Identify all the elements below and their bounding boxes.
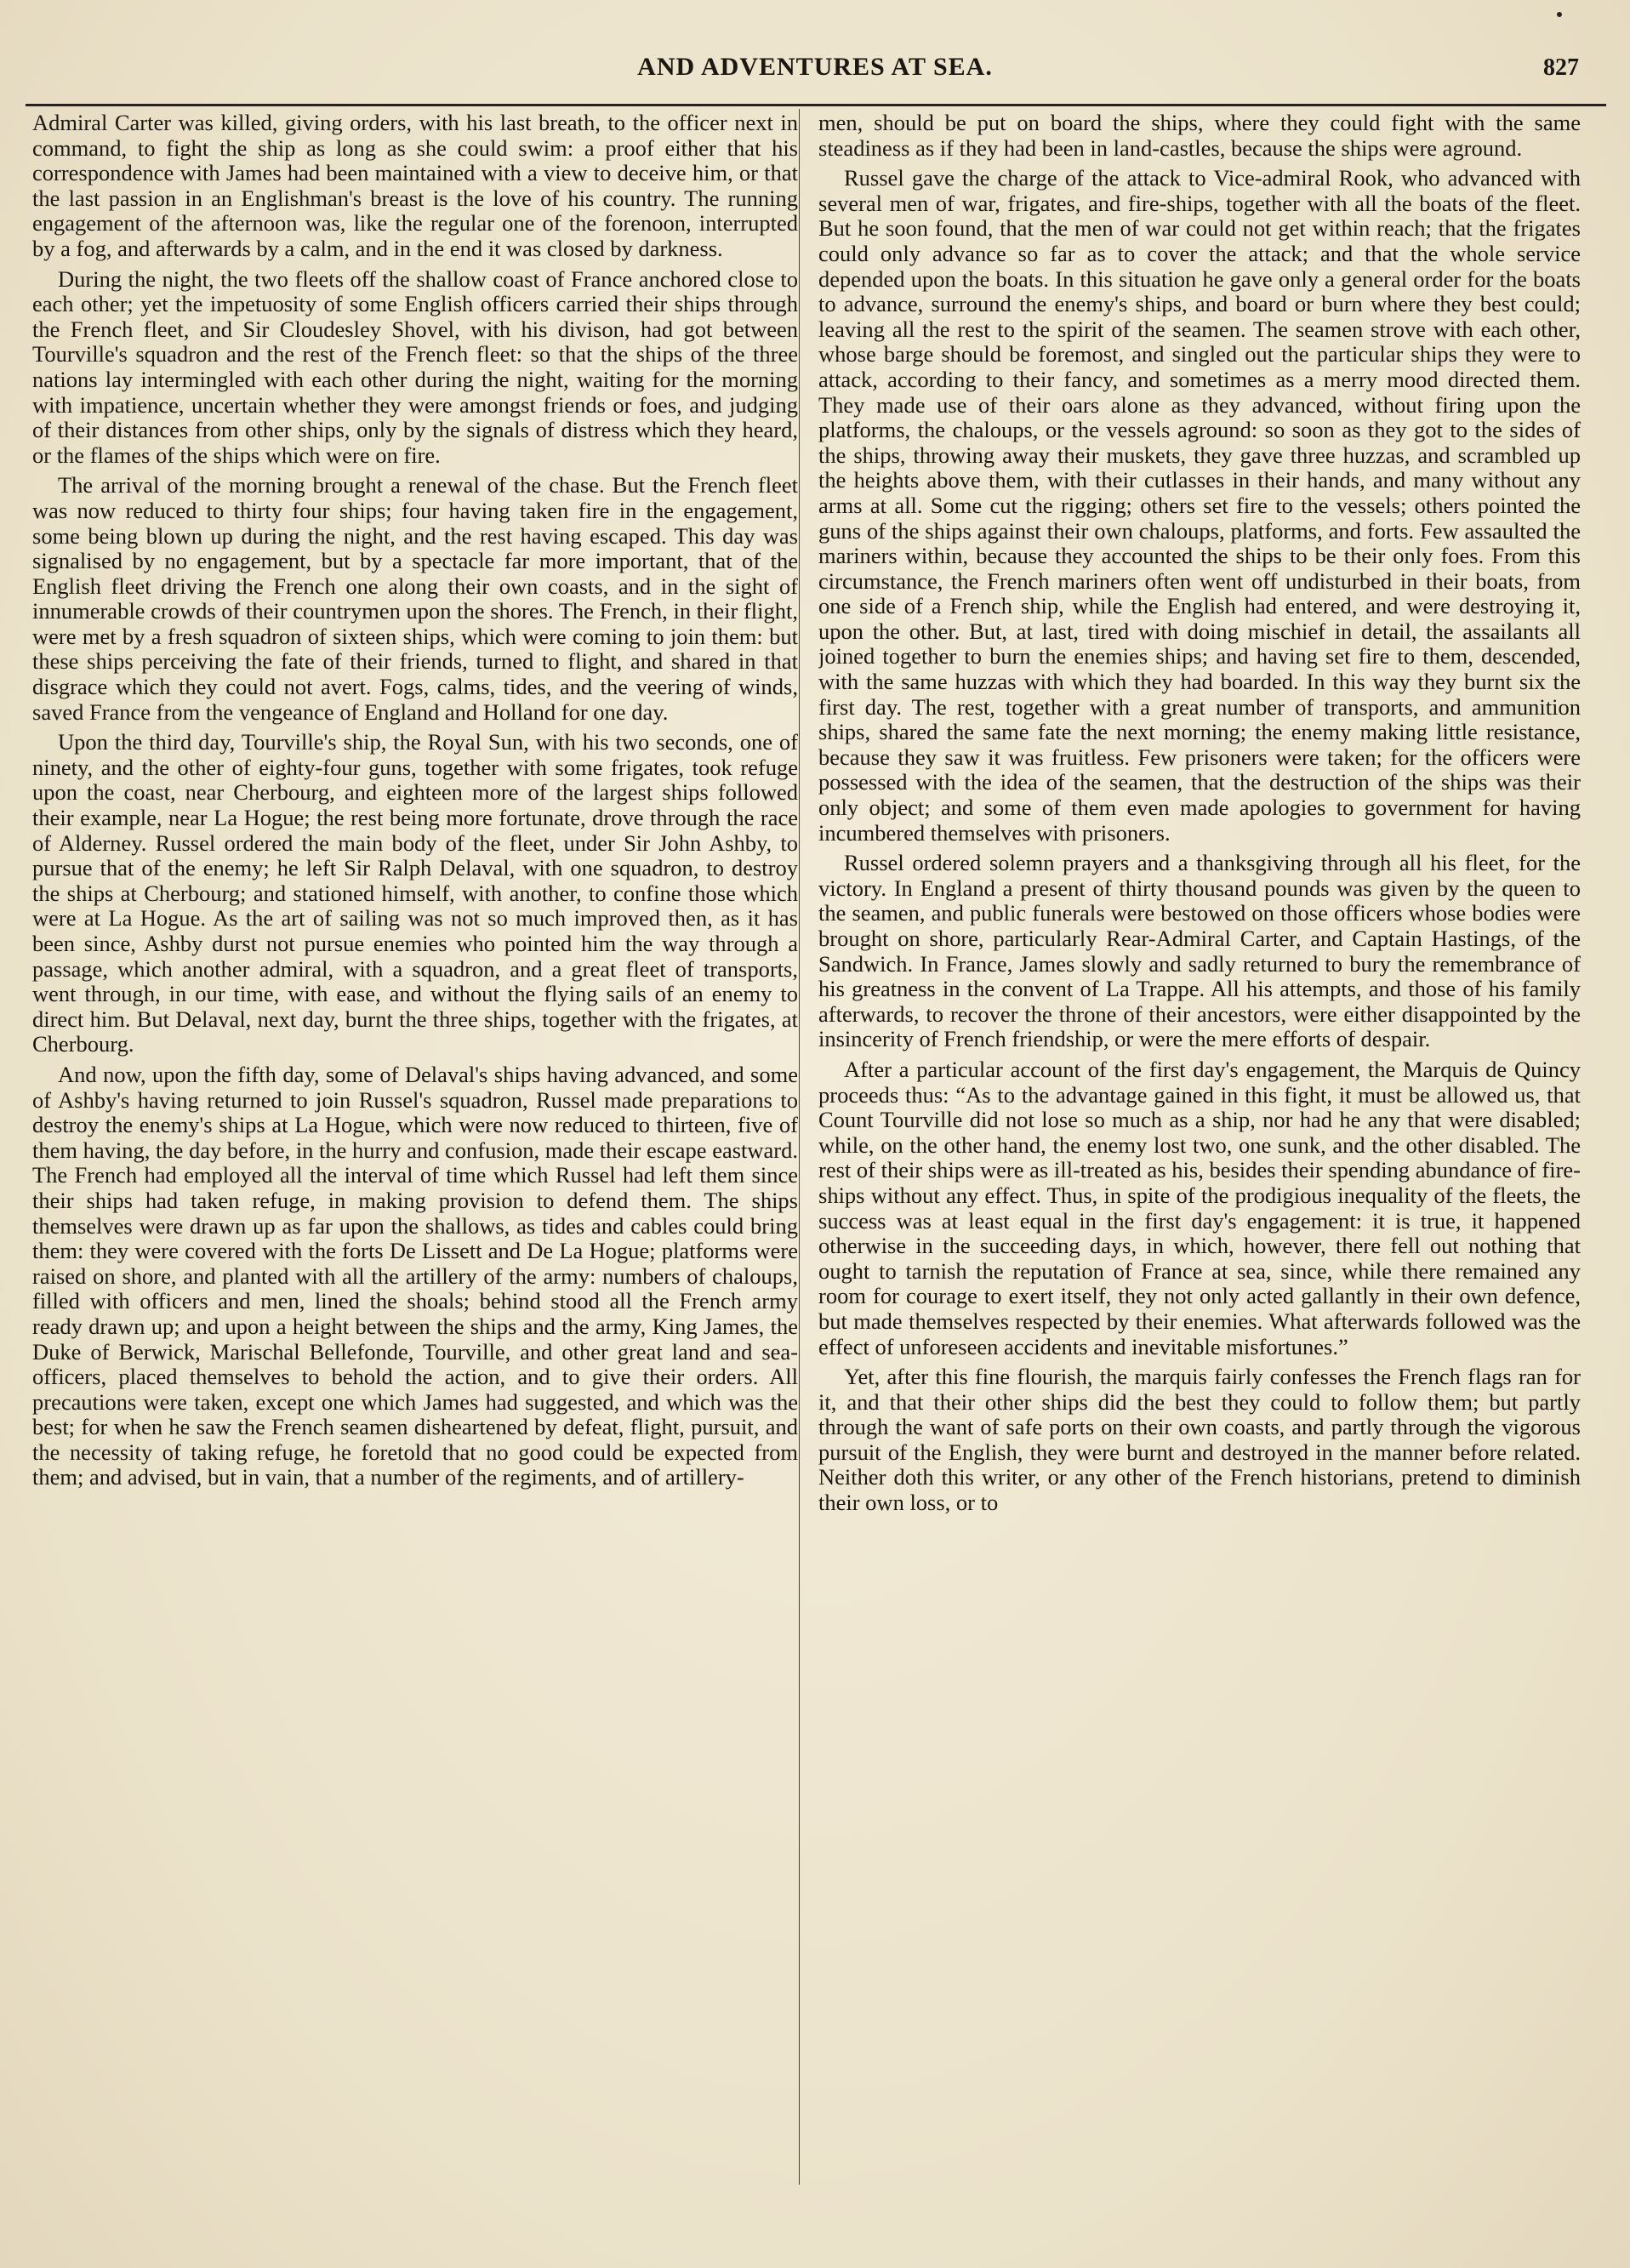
paragraph: Admiral Carter was killed, giving orders, with his last breath, to the officer next in command, to fight the ship as long as she could swim: a proof either that his correspondence with James had been maintained with a view to deceive him, or that the last passion in an Englishman's breast is the love of his country. The running engagement of the afternoon was, like the regular one of the forenoon, interrupted by a fog, and afterwards by a calm, and in the end it was closed by darkness.	[32, 111, 798, 261]
left-column	[32, 111, 798, 2178]
paragraph: After a particular account of the first day's engagement, the Marquis de Quincy proceeds thus: “As to the advantage gained in this fight, it must be allowed us, that Count Tourville did not lose so much as a ship, nor had he any that were disabled; while, on the other hand, the enemy lost two, one sunk, and the other disabled. The rest of their ships were as ill-treated as his, besides their spending abundance of fire-ships without any effect. Thus, in spite of the prodigious inequality of the fleets, the success was at least equal in the first day's engagement: it is true, it happened otherwise in the succeeding days, in which, however, there fell out nothing that ought to tarnish the reputation of France at sea, since, while there remained any room for courage to exert itself, they not only acted gallantly in their own defence, but made themselves respected by their enemies. What afterwards followed was the effect of unforeseen accidents and inevitable misfortunes.”	[818, 1056, 1581, 1359]
header-rule	[26, 104, 1606, 106]
paragraph: Upon the third day, Tourville's ship, the Royal Sun, with his two seconds, one of ninety, and the other of eighty-four guns, together with some frigates, took refuge upon the coast, near Cherbourg, and eighteen more of the largest ships followed their example, near La Hogue; the rest being more fortunate, drove through the race of Alderney. Russel ordered the main body of the fleet, under Sir John Ashby, to pursue that of the enemy; he left Sir Ralph Delaval, with one squadron, to destroy the ships at Cherbourg; and stationed himself, with another, to confine those which were at La Hogue. As the art of sailing was not so much improved then, as it has been since, Ashby durst not pursue enemies who pointed him the way through a passage, which another admiral, with a squadron, and a great fleet of transports, went through, in our time, with ease, and without the flying sails of an enemy to direct him. But Delaval, next day, burnt the three ships, together with the frigates, at Cherbourg.	[32, 729, 798, 1057]
printer-mark	[1557, 12, 1562, 17]
paragraph: Russel gave the charge of the attack to Vice-admiral Rook, who advanced with several men of war, frigates, and fire-ships, together with all the boats of the fleet. But he soon found, that the men of war could not get within reach; that the frigates could only advance so far as to cover the attack; and that the whole service depended upon the boats. In this situation he gave only a general order for the boats to advance, surround the enemy's ships, and board or burn where they best could; leaving all the rest to the spirit of the seamen. The seamen strove with each other, whose barge should be foremost, and singled out the particular ships they were to attack, according to their fancy, and sometimes as a merry mood directed them. They made use of their oars alone as they advanced, without firing upon the platforms, the chaloups, or the vessels aground: so soon as they got to the sides of the ships, throwing away their muskets, they gave three huzzas, and scrambled up the heights above them, with their cutlasses in their hands, and many without any arms at all. Some cut the rigging; others set fire to the vessels; others pointed the guns of the ships against their own chaloups, platforms, and forts. Few assaulted the mariners within, because they accounted the ships to be their only foes. From this circumstance, the French mariners often went off undisturbed in their boats, from one side of a French ship, while the English had entered, and were destroying it, upon the other. But, at last, tired with doing mischief in detail, the assailants all joined together to burn the enemies ships; and having set fire to them, descended, with the same huzzas with which they had boarded. In this way they burnt six the first day. The rest, together with a great number of transports, and ammunition ships, shared the same fate the next morning; the enemy making little resistance, because they saw it was fruitless. Few prisoners were taken; for the officers were possessed with the idea of the seamen, that the destruction of the ships was their only object; and some of them even made apologies to government for having incumbered themselves with prisoners.	[818, 165, 1581, 846]
paragraph: men, should be put on board the ships, where they could fight with the same steadiness as if they had been in land-castles, because the ships were aground.	[818, 111, 1581, 161]
paragraph: And now, upon the fifth day, some of Delaval's ships having advanced, and some of Ashby's having returned to join Russel's squadron, Russel made preparations to destroy the enemy's ships at La Hogue, which were now reduced to thirteen, five of them having, the day before, in the hurry and confusion, made their escape eastward. The French had employed all the interval of time which Russel had left them since their ships had taken refuge, in making provision to defend them. The ships themselves were drawn up as far upon the shallows, as tides and cables could bring them: they were covered with the forts De Lissett and De La Hogue; platforms were raised on shore, and planted with all the artillery of the army: numbers of chaloups, filled with officers and men, lined the shoals; behind stood all the French army ready drawn up; and upon a height between the ships and the army, King James, the Duke of Berwick, Marischal Bellefonde, Tourville, and other great land and sea-officers, placed themselves to behold the action, and to give their orders. All precautions were taken, except one which James had suggested, and which was the best; for when he saw the French seamen disheartened by defeat, flight, pursuit, and the necessity of taking refuge, he foretold that no good could be expected from them; and advised, but in vain, that a number of the regiments, and of artillery-	[32, 1061, 798, 1490]
paragraph: Russel ordered solemn prayers and a thanksgiving through all his fleet, for the victory. In England a present of thirty thousand pounds was given by the queen to the seamen, and public funerals were bestowed on those officers whose bodies were brought on shore, particularly Rear-Admiral Carter, and Captain Hastings, of the Sandwich. In France, James slowly and sadly returned to bury the remembrance of his greatness in the convent of La Trappe. All his attempts, and those of his family afterwards, to recover the throne of their ancestors, were either disappointed by the insincerity of French friendship, or were the mere efforts of despair.	[818, 850, 1581, 1052]
right-column	[818, 111, 1581, 2178]
paragraph: During the night, the two fleets off the shallow coast of France anchored close to each other; yet the impetuosity of some English officers carried their ships through the French fleet, and Sir Cloudesley Shovel, with his divison, had got between Tourville's squadron and the rest of the French fleet: so that the ships of the three nations lay intermingled with each other during the night, waiting for the morning with impatience, uncertain whether they were amongst friends or foes, and judging of their distances from other ships, only by the signals of distress which they heard, or the flames of the ships which were on fire.	[32, 265, 798, 468]
running-head: AND ADVENTURES AT SEA.	[637, 53, 993, 81]
column-divider	[799, 109, 800, 2185]
page-header	[34, 53, 1596, 95]
paragraph: The arrival of the morning brought a renewal of the chase. But the French fleet was now reduced to thirty four ships; four having taken fire in the engagement, some being blown up during the night, and the rest having escaped. This day was signalised by no engagement, but by a spectacle far more important, that of the English fleet driving the French one along their own coasts, and in the sight of innumerable crowds of their countrymen upon the shores. The French, in their flight, were met by a fresh squadron of sixteen ships, which were coming to join them: but these ships perceiving the fate of their friends, turned to flight, and shared in that disgrace which they could not avert. Fogs, calms, tides, and the veering of winds, saved France from the vengeance of England and Holland for one day.	[32, 472, 798, 725]
paragraph: Yet, after this fine flourish, the marquis fairly confesses the French flags ran for it, and that their other ships did the best they could to follow them; but partly through the want of safe ports on their own coasts, and partly through the vigorous pursuit of the English, they were burnt and destroyed in the manner before related. Neither doth this writer, or any other of the French historians, pretend to diminish their own loss, or to	[818, 1364, 1581, 1516]
page-number: 827	[1543, 54, 1579, 81]
